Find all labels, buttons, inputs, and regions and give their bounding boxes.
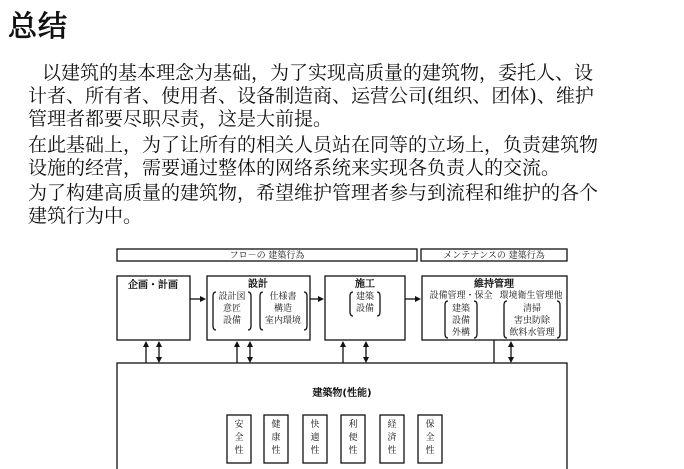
svg-text:性: 性: [310, 446, 320, 456]
svg-text:性: 性: [425, 446, 435, 456]
maintenance-header-label: メンテナンスの 建築行為: [443, 251, 545, 261]
quality-box-safety: [227, 415, 251, 463]
design-title: 設計: [248, 279, 268, 290]
svg-text:利: 利: [348, 420, 358, 430]
design-right-1: 仕様書: [269, 292, 297, 302]
double-arrow-planning: [156, 341, 162, 363]
paragraph-1-line-3: 管理者都要尽职尽责，这是大前提。: [28, 108, 333, 130]
paragraph-2: [28, 134, 673, 180]
arrow-head-1: [200, 296, 206, 302]
maintenance-left-3: 外構: [451, 328, 471, 338]
design-right-2: 構造: [273, 304, 293, 314]
feedback-arrow-design: [234, 341, 240, 347]
svg-text:安: 安: [234, 420, 244, 430]
quality-box-comfort: [303, 415, 327, 463]
construction-item-1: 建築: [355, 292, 375, 302]
double-arrow-design: [247, 341, 253, 363]
svg-text:全: 全: [234, 433, 244, 443]
svg-text:保: 保: [425, 420, 435, 430]
design-left-2: 意匠: [222, 304, 242, 314]
flow-header-label: フロ－の 建築行為: [229, 251, 305, 261]
design-right-3: 室内環境: [264, 316, 302, 326]
paragraph-1-line-1: 以建筑的基本理念为基础，为了实现高质量的建筑物，委托人、设: [42, 62, 594, 84]
maintenance-left-1: 建築: [451, 304, 471, 314]
maintenance-title: 維持管理: [474, 279, 514, 290]
paragraph-2-line-1: 在此基础上，为了让所有的相关人员站在同等的立场上，负责建筑物: [28, 134, 599, 156]
maintenance-left-2: 設備: [451, 316, 471, 326]
maintenance-left-head: 設備管理・保全: [429, 291, 493, 301]
quality-box-convenience: [341, 415, 365, 463]
svg-text:快: 快: [310, 420, 320, 430]
construction-item-2: 設備: [355, 304, 375, 314]
svg-text:健: 健: [271, 420, 281, 430]
svg-text:性: 性: [271, 446, 281, 456]
double-arrow-maintenance: [508, 341, 514, 363]
paragraph-1: [28, 62, 673, 131]
quality-box-preservation: [418, 415, 442, 463]
svg-text:便: 便: [348, 433, 358, 443]
design-left-3: 設備: [222, 316, 242, 326]
maintenance-right-1: 清掃: [522, 304, 542, 314]
arrow-head-2: [318, 296, 324, 302]
building-title: 建築物(性能): [312, 388, 372, 399]
paragraph-1-line-2: 计者、所有者、使用者、设备制造商、运营公司(组织、团体)、维护: [28, 85, 594, 107]
svg-text:経: 経: [387, 420, 397, 430]
svg-text:康: 康: [271, 433, 281, 443]
paragraph-3-line-2: 建筑行为中。: [28, 205, 143, 227]
quality-box-economy: [380, 415, 404, 463]
svg-text:性: 性: [234, 446, 244, 456]
paragraph-3-line-1: 为了构建高质量的建筑物，希望维护管理者参与到流程和维护的各个: [28, 182, 599, 204]
paragraph-3: [28, 182, 673, 228]
maintenance-right-head: 環境衛生管理他: [499, 291, 563, 301]
svg-text:済: 済: [387, 433, 397, 443]
design-left-1: 設計図: [218, 292, 246, 302]
maintenance-right-2: 害虫防除: [513, 316, 551, 326]
svg-text:適: 適: [310, 433, 320, 443]
double-arrow-construction: [363, 341, 369, 363]
maintenance-right-3: 飲料水管理: [509, 328, 555, 338]
construction-title: 施工: [355, 279, 375, 290]
svg-text:性: 性: [348, 446, 358, 456]
planning-title: 企画・計画: [128, 280, 178, 291]
slide-title: 总结: [8, 9, 69, 43]
arrow-head-3: [415, 296, 421, 302]
feedback-arrow-planning: [143, 341, 149, 347]
feedback-arrow-construction: [340, 341, 346, 347]
quality-box-health: [264, 415, 288, 463]
svg-text:性: 性: [387, 446, 397, 456]
paragraph-2-line-2: 设施的经营，需要通过整体的网络系统来实现各负责人的交流。: [28, 157, 561, 179]
svg-text:全: 全: [425, 433, 435, 443]
